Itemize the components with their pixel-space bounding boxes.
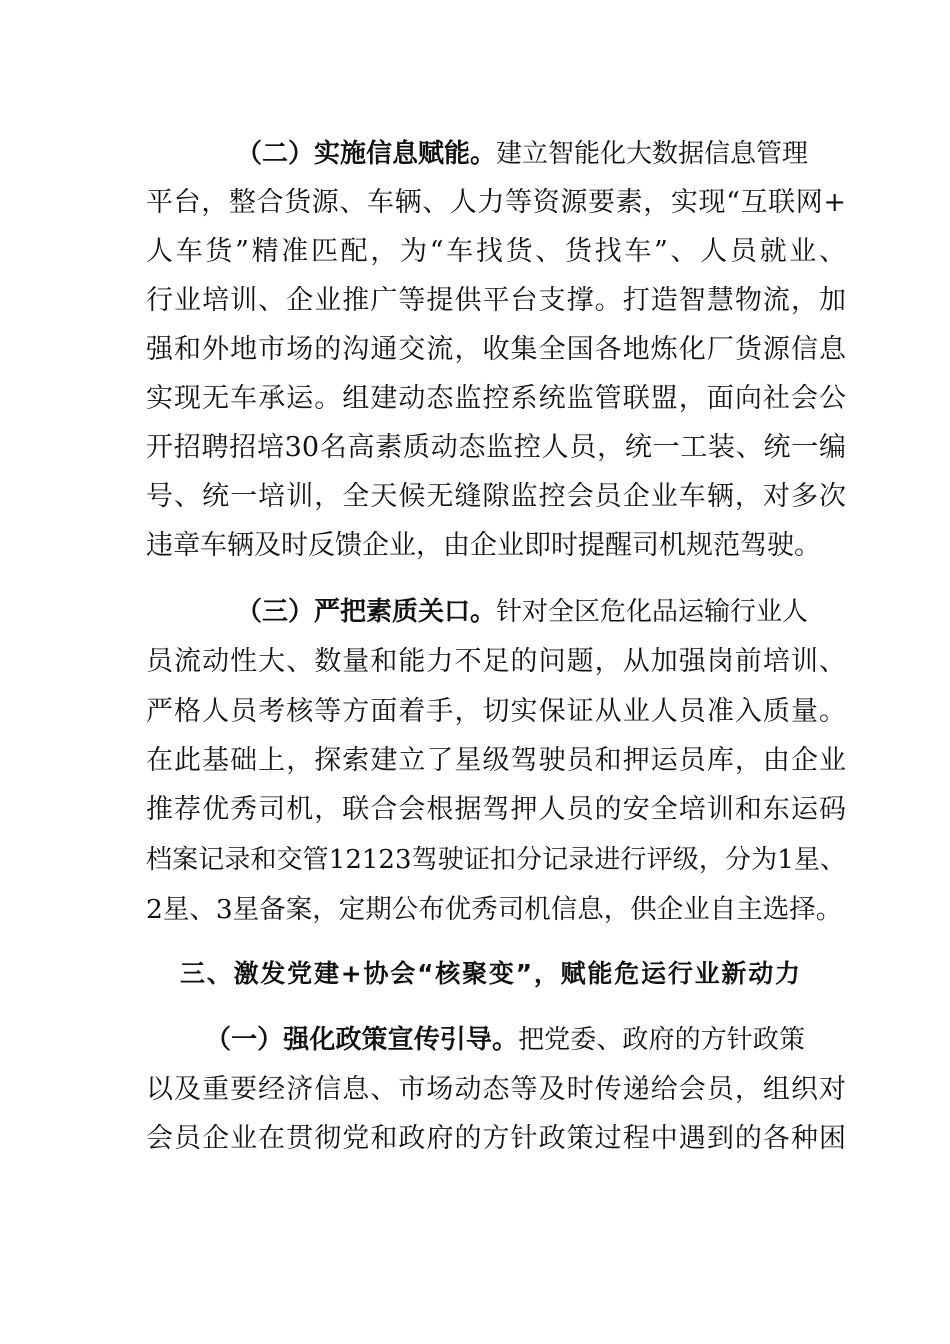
paragraph-line: 严格人员考核等方面着手，切实保证从业人员准入质量。 — [146, 696, 846, 727]
paragraph-line — [205, 1020, 805, 1060]
paragraph-line: 人车货”精准匹配，为“车找货、货找车”、人员就业、 — [146, 236, 846, 267]
paragraph-line: 2星、3星备案，定期公布优秀司机信息，供企业自主选择。 — [146, 894, 843, 925]
paragraph-text: 把党委、政府的方针政策 — [518, 1025, 805, 1055]
section-heading: 三、激发党建+协会“核聚变”，赋能危运行业新动力 — [180, 959, 800, 988]
paragraph-text: 建立智能化大数据信息管理 — [496, 139, 809, 169]
subsection-heading: （二）实施信息赋能。 — [236, 139, 497, 169]
subsection-heading: （三）严把素质关口。 — [236, 597, 497, 627]
paragraph-line: 强和外地市场的沟通交流，收集全国各地炼化厂货源信息 — [146, 334, 846, 365]
paragraph-line: 档案记录和交管12123驾驶证扣分记录进行评级，分为1星、 — [146, 845, 846, 875]
paragraph-line: 违章车辆及时反馈企业，由企业即时提醒司机规范驾驶。 — [146, 530, 821, 561]
subsection-heading: （一）强化政策宣传引导。 — [205, 1025, 519, 1055]
paragraph-line: 会员企业在贯彻党和政府的方针政策过程中遇到的各种困 — [146, 1123, 846, 1154]
paragraph-line: 实现无车承运。组建动态监控系统监管联盟，面向社会公 — [146, 383, 846, 414]
paragraph-line: 平台，整合货源、车辆、人力等资源要素，实现“互联网+ — [146, 187, 846, 218]
paragraph-line: 开招聘招培30名高素质动态监控人员，统一工装、统一编 — [146, 432, 846, 463]
paragraph-line: 员流动性大、数量和能力不足的问题，从加强岗前培训、 — [146, 646, 846, 677]
paragraph-line: 行业培训、企业推广等提供平台支撑。打造智慧物流，加 — [146, 285, 846, 316]
paragraph-line — [236, 134, 808, 174]
paragraph-line: 号、统一培训，全天候无缝隙监控会员企业车辆，对多次 — [146, 481, 846, 512]
paragraph-line — [236, 592, 808, 632]
paragraph-line: 推荐优秀司机，联合会根据驾押人员的安全培训和东运码 — [146, 794, 846, 825]
paragraph-line: 以及重要经济信息、市场动态等及时传递给会员，组织对 — [146, 1074, 846, 1105]
paragraph-text: 针对全区危化品运输行业人 — [496, 597, 809, 627]
paragraph-line: 在此基础上，探索建立了星级驾驶员和押运员库，由企业 — [146, 745, 846, 776]
